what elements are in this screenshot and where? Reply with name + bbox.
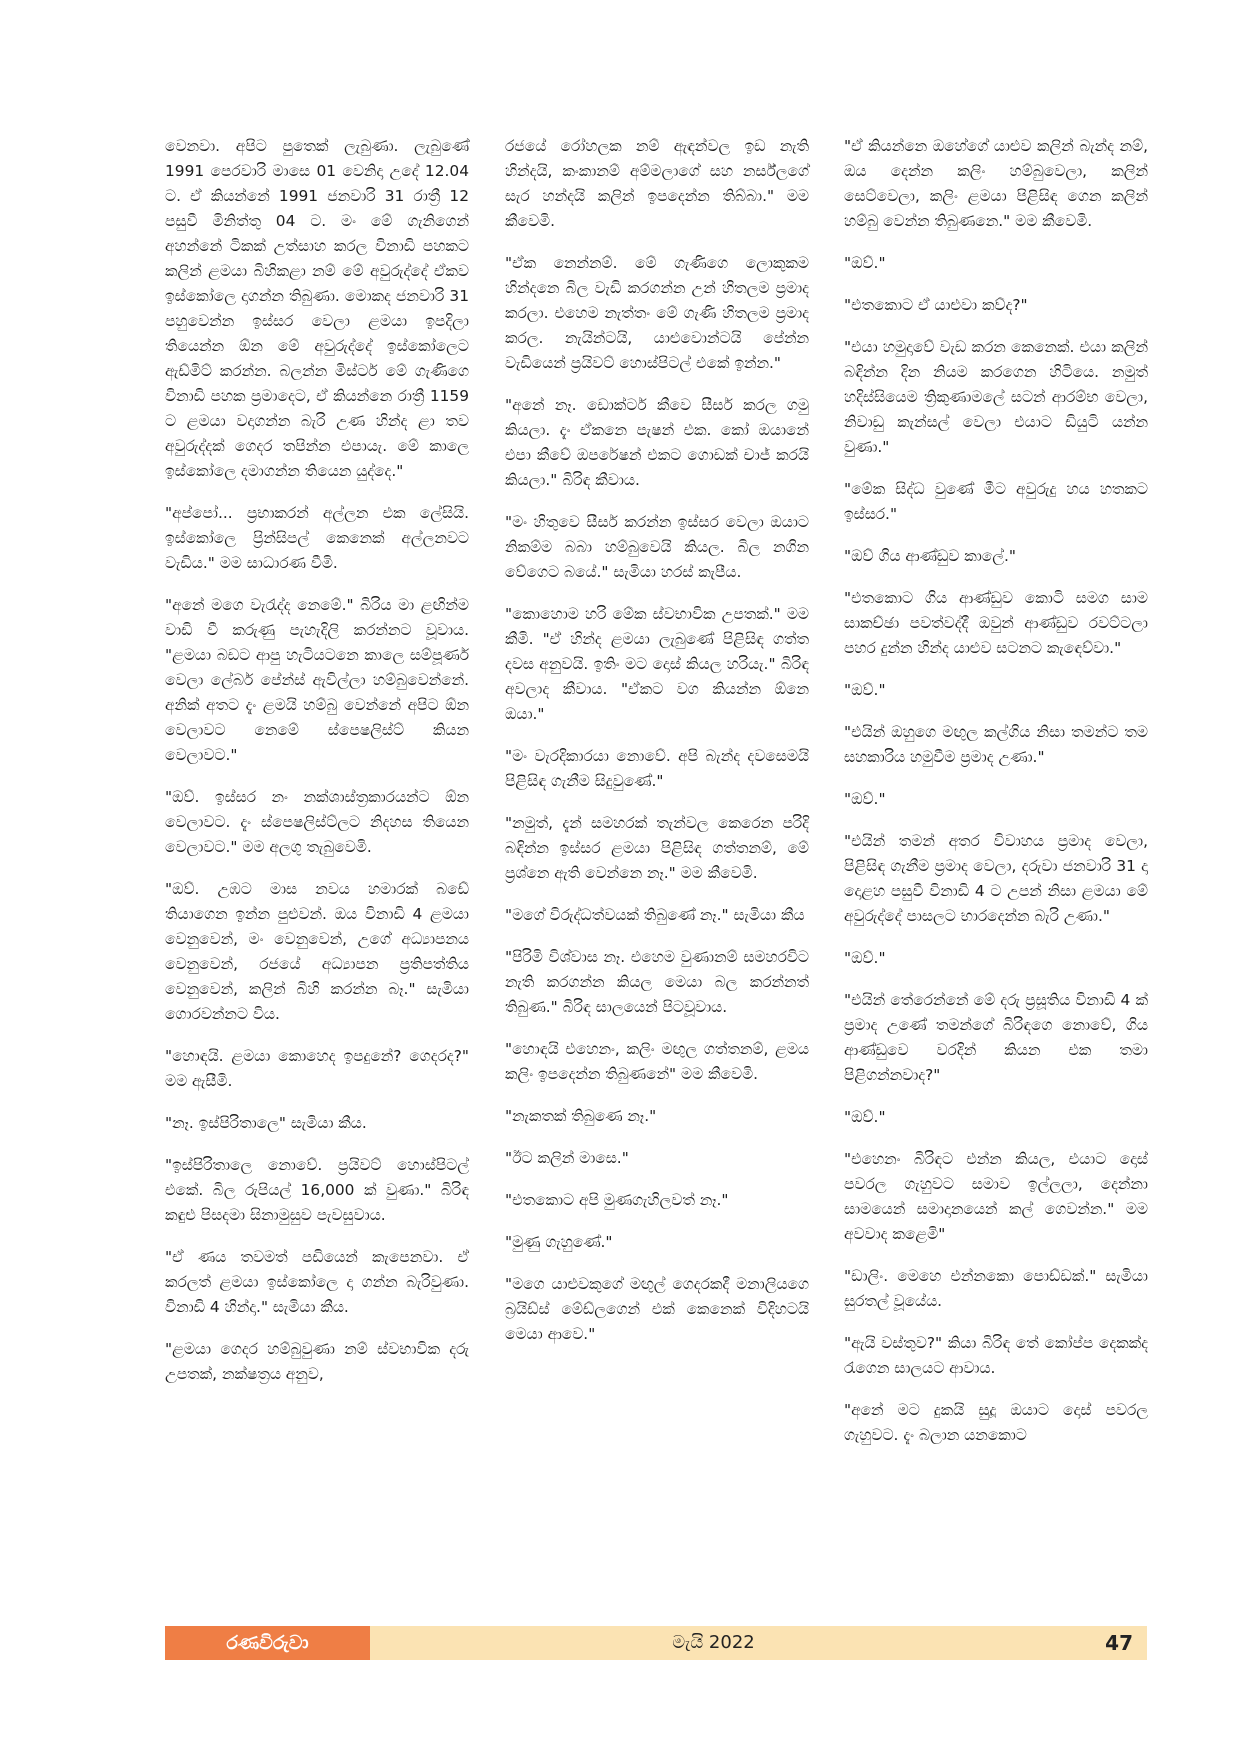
paragraph: "නැකතක් තිබුණෙ නෑ." bbox=[505, 1107, 657, 1125]
paragraph: "නමුත්, දැන් සමහරක් තැන්වල කෙරෙන පරිදි බඳින්න ඉස්සර ළමයා පිළිසිඳ ගත්තනම්, මේ ප්‍රශ්නෙ ඇති වෙන්නෙ නෑ." මම කීවෙමි. bbox=[505, 814, 809, 882]
page-number: 47 bbox=[1105, 1631, 1133, 1655]
paragraph: රජයේ රෝහලක නම් ඇඳන්වල ඉඩ නැති හින්දයි, කංකානම් අම්මලාගේ සහ නර්ස්ලගේ සැර හන්දයි කලින් ඉපදෙන්න තිබ්බා." මම කීවෙමි. bbox=[505, 137, 809, 230]
paragraph: "ඔව්." bbox=[844, 681, 886, 699]
paragraph: "හොඳයි. ළමයා කොහෙද ඉපදුනේ? ගෙදරද?" මම ඇසීමි. bbox=[165, 1047, 469, 1090]
paragraph: "ඒ කියන්නෙ ඔහේගේ යාළුව කලින් බැන්ද නම්, ඔය දෙන්න කලිං හම්බුවෙලා, කලින් සෙට්වෙලා, කලිං ළමයා පිළිසිඳ ගෙන කලින් හම්බු වෙන්න තිබුණනෙ." මම කීවෙමි. bbox=[844, 137, 1148, 230]
page-footer bbox=[165, 1626, 1147, 1660]
issue-date: මැයි 2022 bbox=[672, 1632, 755, 1653]
paragraph: "මගෙ යාළුවකුගේ මඟුල් ගෙදරකදී මනාලියගෙ බ්‍රයිඩ්ස් මේඩ්ලගෙන් එක් කෙනෙක් විදිහටයි මෙයා ආවෙ." bbox=[505, 1275, 809, 1343]
paragraph: "එතකොට අපි මුණගැහිලවත් නෑ." bbox=[505, 1191, 729, 1209]
paragraph: "එතකොට ගිය ආණ්ඩුව කොටි සමග සාම සාකච්ඡා පවත්වද්දී ඔවුන් ආණ්ඩුව රවට්ටලා පහර දුන්න හින්ද යාළුව සටනට කැඳෙව්වා." bbox=[844, 589, 1148, 657]
paragraph: "නෑ. ඉස්පිරිතාලෙ" සැමියා කීය. bbox=[165, 1114, 367, 1132]
paragraph: "එයින් ඔහුගෙ මඟුල කල්ගිය නිසා තමන්ට තම සහකාරිය හමුවීම ප්‍රමාද උණා." bbox=[844, 723, 1148, 766]
paragraph: "හොඳයි එහෙනං, කලිං මඟුල ගත්තනම්, ළමය කලිං ඉපදෙන්න තිබුණනේ" මම කීවෙමි. bbox=[505, 1040, 809, 1083]
paragraph: "අනේ මට දුකයි සුදූ ඔයාට දොස් පවරල ගැහුවට. දැං බලාන යනකොට bbox=[844, 1401, 1148, 1444]
paragraph: "ඒ ණය තවමත් පඩියෙන් කැපෙනවා. ඒ කරලත් ළමයා ඉස්කෝලෙ දා ගන්න බැරිවුණා. විනාඩි 4 හින්දා." සැමියා කීය. bbox=[165, 1248, 469, 1316]
paragraph: "මේක සිද්ධ වුණේ මීට අවුරුදු හය හතකට ඉස්සර." bbox=[844, 480, 1148, 523]
article-column-1 bbox=[165, 134, 469, 1404]
paragraph: "අනේ මගෙ වැරැද්ද නෙමේ." බිරිය මා ළඟින්ම වාඩි වී කරුණු පැහැදිලි කරන්නට වූවාය. "ළමයා බඩට ආපු හැටියටනෙ කාලෙ සම්පූර්ණ වෙලා ලේබර් පේන්ස් ඇවිල්ලා හම්බුවෙන්නේ. අනික් අතට දැං ළමයි හම්බු වෙන්නේ අපිට ඕන වෙලාවට නෙමේ ස්පෙෂලිස්ට් කියන වෙලාවට." bbox=[165, 596, 469, 764]
paragraph: "එයින් තමන් අතර විවාහය ප්‍රමාද වෙලා, පිළිසිඳ ගැනීම ප්‍රමාද වෙලා, දරුවා ජනවාරි 31 දා දොළහ පසුවී විනාඩි 4 ට උපන් නිසා ළමයා මේ අවුරුද්දේ පාසලට භාරදෙන්න බැරි උණා." bbox=[844, 832, 1148, 925]
paragraph: "අප්පෝ... ප්‍රභාකරන් අල්ලන එක ලේසියි. ඉස්කෝලෙ ප්‍රින්සිපල් කෙනෙක් අල්ලනවට වැඩිය." මම සාධාරණ වීමි. bbox=[165, 504, 469, 572]
paragraph: "ළමයා ගෙදර හම්බුවුණා නම් ස්වභාවික දරු උපතක්, නක්ෂත්‍රය අනුව, bbox=[165, 1340, 469, 1383]
paragraph: "මං වැරදිකාරයා නොවේ. අපි බැන්ද දවසෙමයි පිළිසිඳ ගැනීම සිදුවුණේ." bbox=[505, 747, 809, 790]
paragraph: "මුණු ගැහුණේ." bbox=[505, 1233, 613, 1251]
paragraph: "ඩාලිං. මෙහෙ එන්නකො පොඩ්ඩක්." සැමියා සුරතල් වූයේය. bbox=[844, 1267, 1148, 1310]
paragraph: "මගේ විරුද්ධත්වයක් තිබුණේ නෑ." සැමියා කීය bbox=[505, 906, 805, 924]
paragraph: "ඔව් ගිය ආණ්ඩුව කාලේ." bbox=[844, 547, 1016, 565]
paragraph: "ඉස්පිරිතාලෙ නොවේ. ප්‍රයිවට් හොස්පිටල් එකේ. බිල රුපියල් 16,000 ක් වුණා." බිරිඳ කඳුළු පිසදමා සිනාමුසුව පැවසුවාය. bbox=[165, 1156, 469, 1224]
paragraph: "අනේ නෑ. ඩොක්ටර් කීවෙ සීසර් කරල ගමු කියලා. දැං ඒකනෙ පැෂන් එක. කෝ ඔයානේ එපා කීවේ ඔපරේෂන් එකට ගොඩක් චාජ් කරයි කියලා." බිරිඳ කීවාය. bbox=[505, 396, 809, 489]
article-column-3 bbox=[844, 134, 1148, 1465]
paragraph: "ඔව්." bbox=[844, 1108, 886, 1126]
paragraph: "එයින් තේරෙන්නේ මේ දරු ප්‍රසූතිය විනාඩි 4 ක් ප්‍රමාද උණේ තමන්ගේ බිරිඳගෙ නොවේ, ගිය ආණ්ඩුවෙ වරදින් කියන එක තමා පිළිගන්නවාද?" bbox=[844, 991, 1148, 1084]
paragraph: "ඒක නෙන්නම්. මේ ගැණිගෙ ලොකුකම හින්දනෙ බිල වැඩි කරගන්න උන් හිතලම ප්‍රමාද කරලා. එහෙම නැත්තං මේ ගැණි හිතලම ප්‍රමාද කරල. නැයින්ටයි, යාළුවොන්ටයි පේන්න වැඩියෙන් ප්‍රයිවට් හොස්පිටල් එකේ ඉන්න." bbox=[505, 254, 809, 372]
paragraph: "ඊට කලින් මාසෙ." bbox=[505, 1149, 629, 1167]
paragraph: "ඇයි වස්තුව?" කියා බිරිඳ තේ කෝප්ප දෙකක්ද රැගෙන සාලයට ආවාය. bbox=[844, 1334, 1148, 1377]
paragraph: "ඔව්. උඹට මාස නවය හමාරක් බඩේ තියාගෙන ඉන්න පුළුවන්. ඔය විනාඩි 4 ළමයා වෙනුවෙන්, මං වෙනුවෙන්, උගේ අධ්‍යාපනය වෙනුවෙන්, රජයේ අධ්‍යාපන ප්‍රතිපත්තිය වෙනුවෙන්, කලින් බිහි කරන්න බෑ." සැමියා ගොරවන්නට විය. bbox=[165, 880, 469, 1023]
paragraph: "ඔව්." bbox=[844, 790, 886, 808]
paragraph: "ඔව්." bbox=[844, 949, 886, 967]
paragraph: "ඔව්. ඉස්සර නං නක්ශාස්ත්‍රකාරයන්ට ඕන වෙලාවට. දැං ස්පෙෂලිස්ට්ලට නිදහස තියෙන වෙලාවට." මම අලගු තැබුවෙමි. bbox=[165, 788, 469, 856]
paragraph: "එතකොට ඒ යාළුවා කව්ද?" bbox=[844, 296, 1028, 314]
paragraph: "ඔව්." bbox=[844, 254, 886, 272]
magazine-name: රණවිරුවා bbox=[165, 1626, 370, 1660]
paragraph: "කොහොම හරි මේක ස්වභාවික උපතක්." මම කීමි. "ඒ හින්ද ළමයා ලැබුණේ පිළිසිඳ ගත්ත දවස අනුවයි. ඉතිං මට දොස් කියල හරියැ." බිරිඳ අවලාද කීවාය. "ඒකට වග කියන්න ඕනෙ ඔයා." bbox=[505, 605, 809, 723]
article-column-2 bbox=[505, 134, 809, 1364]
paragraph: වෙනවා. අපිට පුතෙක් ලැබුණා. ලැබුණේ 1991 පෙරවාරි මාසෙ 01 වෙනිදා උදේ 12.04 ට. ඒ කියන්නේ 1991 ජනවාරි 31 රාත්‍රී 12 පසුවී මිනිත්තු 04 ට. මං මේ ගැනිගෙන් අහන්නේ ටිකක් උත්සාහ කරල විනාඩි පහකට කලින් ළමයා බිහිකළා නම් මේ අවුරුද්දේ ඒකව ඉස්කෝලෙ දාගන්න තිබුණා. මොකද ජනවාරි 31 පහුවෙන්න ඉස්සර වෙලා ළමයා ඉපදිලා තියෙන්න ඕන මේ අවුරුද්දේ ඉස්කෝලෙට ඇඩ්මිට් කරන්න. බලන්න මිස්ටර් මේ ගැණිගෙ විනාඩි පහක ප්‍රමාදෙට, ඒ කියන්නෙ රාත්‍රී 1159 ට ළමයා වදාගන්න බැරි උණ හින්ද ළා තව අවුරුද්දක් ගෙදර තපින්න එපායැ. මේ කාලෙ ඉස්කෝලෙ දමාගන්න තියෙන යුද්දෙ." bbox=[165, 137, 469, 480]
paragraph: "එහෙනං බිරිඳට එන්න කියල, එයාට දොස් පවරල ගැහුවට සමාව ඉල්ලලා, දෙන්නා සාමයෙන් සමාදානයෙන් කල් ගෙවන්න." මම අවවාද කළෙමි" bbox=[844, 1150, 1148, 1243]
paragraph: "පිරිමි විශ්වාස නෑ. එහෙම වුණානම් සමහරවිට නැති කරගන්න කියල මෙයා බල කරන්නත් තිබුණ." බිරිඳ සාලයෙන් පිටවූවාය. bbox=[505, 948, 809, 1016]
paragraph: "එයා හමුදාවේ වැඩ කරන කෙනෙක්. එයා කලින් බඳින්න දින නියම කරගෙන හිටියෙ. නමුත් හදිස්සියෙම ත්‍රිකුණාමලේ සටන් ආරම්භ වෙලා, නිවාඩු කැන්සල් වෙලා එයාට ඩියුටි යන්න වුණා." bbox=[844, 338, 1148, 456]
paragraph: "මං හිතුවෙ සීසර් කරන්න ඉස්සර වෙලා ඔයාට නිකම්ම බබා හම්බුවෙයි කියල. බිල නගින වේගෙට බයේ." සැමියා හරස් කැපීය. bbox=[505, 513, 809, 581]
